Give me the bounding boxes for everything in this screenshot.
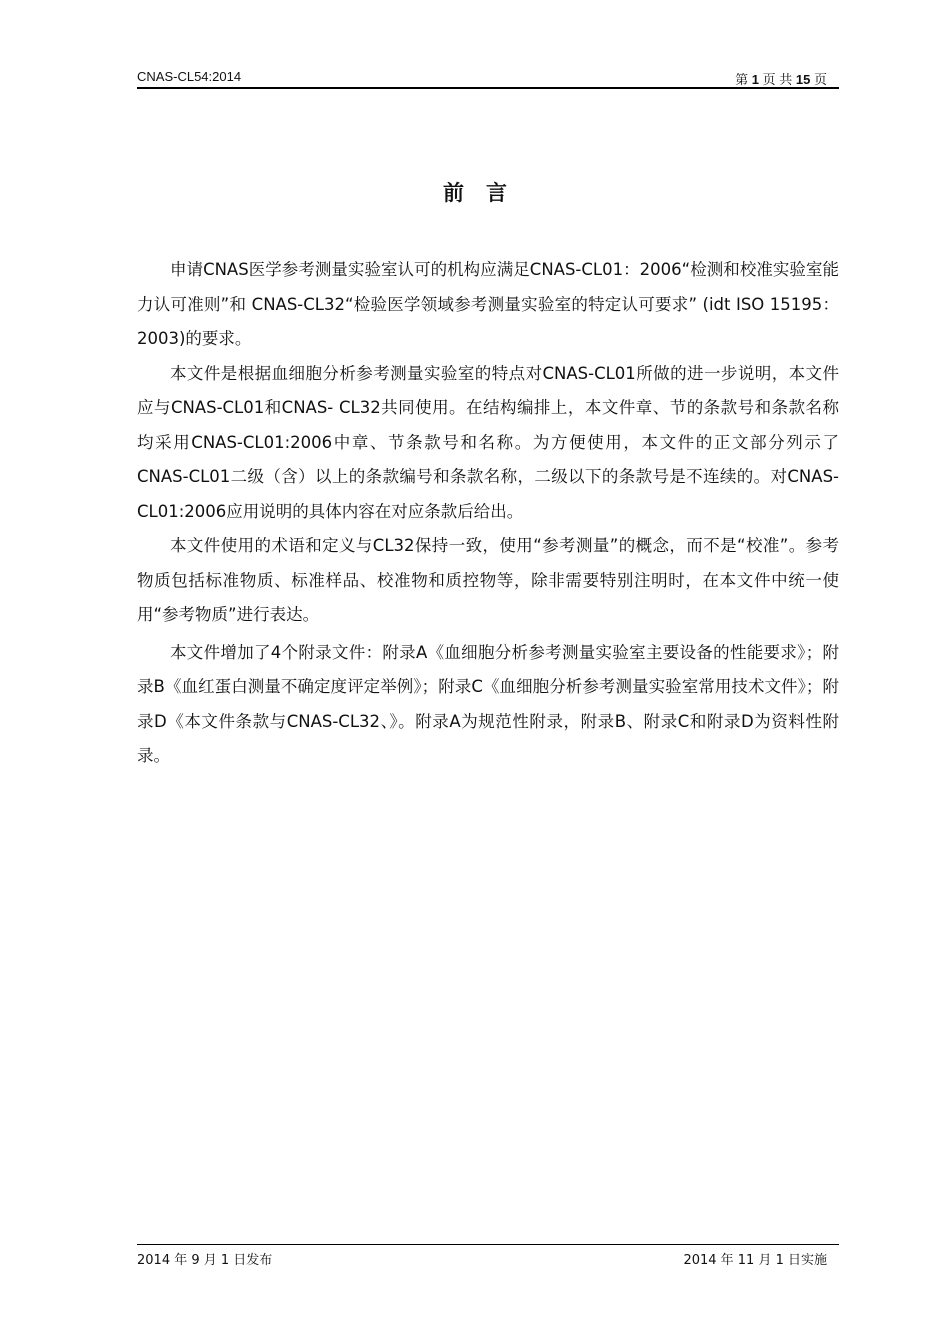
page-footer: [137, 1244, 839, 1267]
paragraph-4: 本文件增加了4个附录文件：附录A《血细胞分析参考测量实验室主要设备的性能要求》；附录B《血红蛋白测量不确定度评定举例》；附录C《血细胞分析参考测量实验室常用技术文件》；附录D《本文件条款与CNAS-CL32、》。附录A为规范性附录，附录B、附录C和附录D为资料性附录。: [137, 642, 839, 765]
page-title: 前言: [443, 181, 529, 205]
page-header: [137, 69, 839, 89]
document-code: CNAS-CL54:2014: [137, 69, 242, 84]
page-number: 1: [751, 72, 760, 87]
paragraph-1: 申请CNAS医学参考测量实验室认可的机构应满足CNAS-CL01：2006“检测和校准实验室能力认可准则”和 CNAS-CL32“检验医学领域参考测量实验室的特定认可要求” (idt ISO 15195：2003)的要求。: [137, 260, 839, 348]
total-pages: 15: [795, 72, 811, 87]
paragraph-3: 本文件使用的术语和定义与CL32保持一致，使用“参考测量”的概念，而不是“校准”。参考物质包括标准物质、标准样品、校准物和质控物等，除非需要特别注明时，在本文件中统一使用“参考物质”进行表达。: [137, 536, 839, 624]
page-mid: 页 共: [762, 72, 793, 87]
paragraph-2: 本文件是根据血细胞分析参考测量实验室的特点对CNAS-CL01所做的进一步说明，本文件应与CNAS-CL01和CNAS- CL32共同使用。在结构编排上，本文件章、节的条款号和条款名称均采用CNAS-CL01:2006中章、节条款号和名称。为方便使用，本文件的正文部分列示了CNAS-CL01二级（含）以上的条款编号和条款名称，二级以下的条款号是不连续的。对CNAS-CL01:2006应用说明的具体内容在对应条款后给出。: [137, 363, 839, 521]
page-indicator: [735, 69, 827, 88]
publish-date: 2014 年 9 月 1 日发布: [137, 1253, 273, 1268]
preface-body: [137, 253, 839, 774]
page-suffix: 页: [813, 72, 827, 87]
page-prefix: 第: [735, 72, 749, 87]
implement-date: 2014 年 11 月 1 日实施: [683, 1253, 827, 1268]
